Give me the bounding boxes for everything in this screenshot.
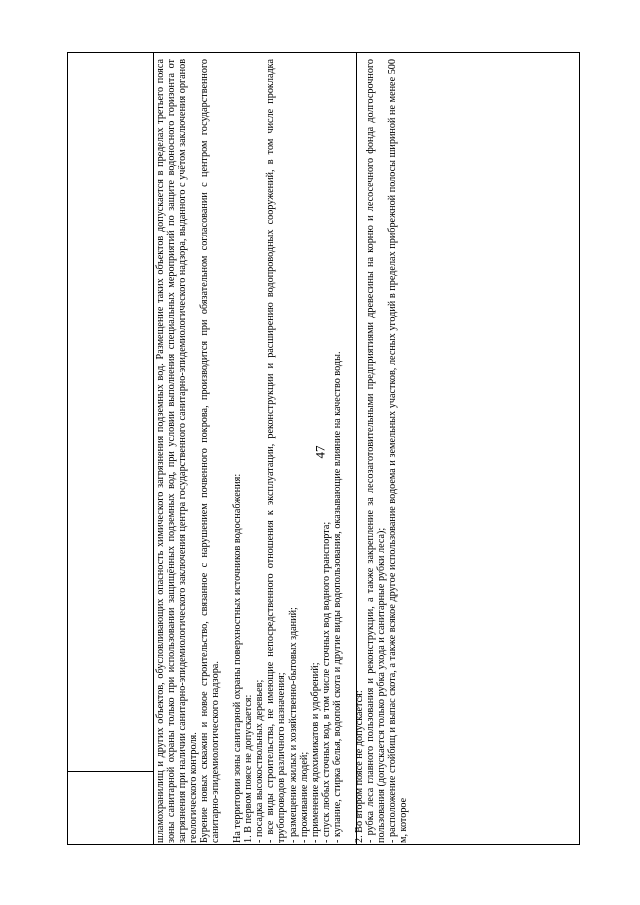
- table-row-divider: [68, 771, 153, 772]
- paragraph: - размещение жилых и хозяйственно-бытовых зданий;: [287, 607, 299, 843]
- paragraph: - рубка леса главного пользования и реконструкции, а также закрепление за лесозаготовительными предприятиями древесины на корню и лесосечного фонда долгосрочного пользования (допускается только рубка ухода и санитарные рубки леса);: [364, 59, 387, 843]
- paragraph: 1. В первом поясе не допускается:: [243, 694, 255, 843]
- paragraph: шламохранилищ и других объектов, обусловливающих опасность химического загрязнения подземных вод. Размещение таких объектов допускается в пределах третьего пояса зоны санитарной охраны только при использовании защищённых подземных вод, при условии выполнения специальных мероприятий по защите водоносного горизонта от загрязнения при наличии санитарно-эпидемиологического заключения центра государственного санитарно-эпидемиологического надзора, выданного с учётом заключения органов геологического контроля.: [155, 59, 200, 843]
- paragraph: - купание, стирка белья, водопой скота и другие виды водопользования, оказывающие влияние на качество воды.: [331, 351, 343, 843]
- paragraph: На территории зоны санитарной охраны поверхностных источников водоснабжения:: [232, 473, 244, 843]
- paragraph-gap: [343, 59, 354, 843]
- document-table: [67, 52, 580, 845]
- paragraph: - проживание людей;: [298, 751, 310, 843]
- paragraph: - все виды строительства, не имеющие непосредственного отношения к эксплуатации, реконструкции и расширению водопроводных сооружений, в том числе прокладка трубопроводов различного назначения;: [265, 59, 288, 843]
- paragraph: 2. Во втором поясе не допускается:: [353, 690, 365, 843]
- paragraph: Бурение новых скважин и новое строительство, связанное с нарушением почвенного покрова, производится при обязательном согласовании с центром государственного санитарно-эпидемиологического надзора.: [199, 59, 222, 843]
- page-number: 47: [312, 445, 328, 459]
- text-column: [153, 53, 409, 846]
- paragraph: - посадка высокоствольных деревьев;: [254, 679, 266, 843]
- paragraph: - спуск любых сточных вод, в том числе сточных вод водного транспорта;: [320, 521, 332, 843]
- paragraph-gap: [221, 59, 232, 843]
- paragraph: - применение ядохимикатов и удобрений;: [309, 662, 321, 843]
- paragraph: - расположение стойбищ и выпас скота, а также всякое другое использование водоема и земельных участков, лесных угодий в пределах прибрежной полосы шириной не менее 500 м, которое: [386, 59, 409, 843]
- rotated-text-block: [153, 57, 409, 846]
